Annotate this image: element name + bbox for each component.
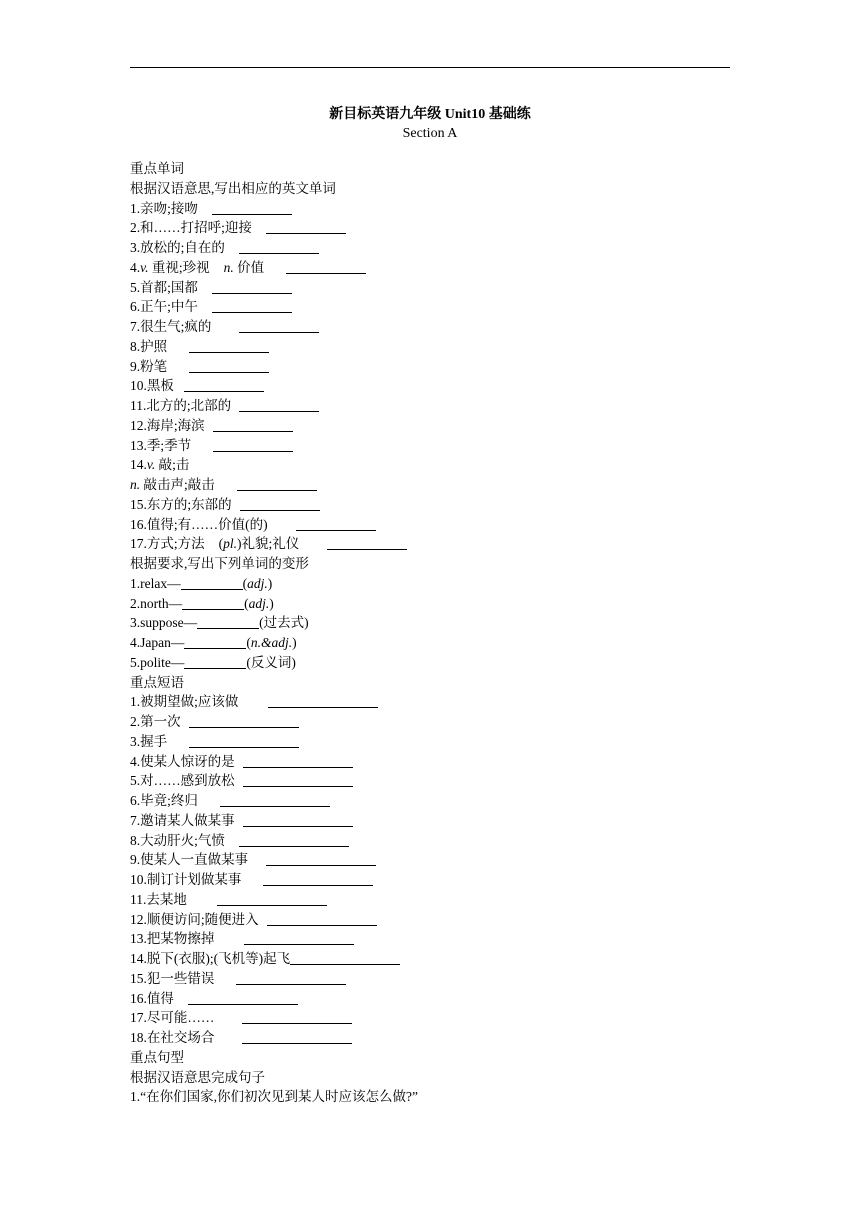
instruction-words: 根据汉语意思,写出相应的英文单词 <box>130 180 336 196</box>
word-item: 8.护照 <box>130 337 730 357</box>
form-item: 1.relax— (adj.) <box>130 575 273 591</box>
phrase-item: 13.把某物擦掉 <box>130 929 730 949</box>
word-item: 10.黑板 <box>130 376 730 396</box>
answer-blank[interactable] <box>188 990 298 1005</box>
phrase-item: 15.犯一些错误 <box>130 969 730 989</box>
answer-blank[interactable] <box>244 930 354 945</box>
word-item: 1.亲吻;接吻 <box>130 199 730 219</box>
form-item: 5.polite— (反义词) <box>130 654 296 670</box>
phrase-item: 9.使某人一直做某事 <box>130 850 730 870</box>
answer-blank[interactable] <box>286 259 366 274</box>
sentence-item: 1.“在你们国家,你们初次见到某人时应该怎么做?” <box>130 1089 418 1105</box>
answer-blank[interactable] <box>237 476 317 491</box>
answer-blank[interactable] <box>184 654 246 669</box>
phrase-item: 18.在社交场合 <box>130 1028 730 1048</box>
word-item: 3.放松的;自在的 <box>130 238 730 258</box>
phrase-item: 8.大动肝火;气愤 <box>130 831 730 851</box>
form-item: 4.Japan— (n.&adj.) <box>130 635 297 650</box>
word-item: 2.和……打招呼;迎接 <box>130 218 730 238</box>
answer-blank[interactable] <box>243 772 353 787</box>
word-item: 9.粉笔 <box>130 357 730 377</box>
answer-blank[interactable] <box>189 713 299 728</box>
word-item: 12.海岸;海滨 <box>130 416 730 436</box>
section-heading-words: 重点单词 <box>130 161 184 176</box>
phrase-item: 3.握手 <box>130 732 730 752</box>
answer-blank[interactable] <box>242 1009 352 1024</box>
instruction-sentences: 根据汉语意思完成句子 <box>130 1069 265 1085</box>
word-item: 13.季;季节 <box>130 436 730 456</box>
answer-blank[interactable] <box>189 733 299 748</box>
word-item: 4.v. 重视;珍视 n. 价值 <box>130 258 730 278</box>
header-rule <box>130 67 730 68</box>
form-item: 2.north— (adj.) <box>130 595 274 611</box>
form-item: 3.suppose— (过去式) <box>130 615 309 631</box>
answer-blank[interactable] <box>212 298 292 313</box>
answer-blank[interactable] <box>263 871 373 886</box>
answer-blank[interactable] <box>290 950 400 965</box>
phrase-item: 1.被期望做;应该做 <box>130 692 730 712</box>
worksheet-body <box>130 159 730 1107</box>
answer-blank[interactable] <box>213 417 293 432</box>
answer-blank[interactable] <box>184 634 246 649</box>
answer-blank[interactable] <box>266 219 346 234</box>
word-item: 17.方式;方法 (pl.)礼貌;礼仪 <box>130 534 730 554</box>
phrase-item: 14.脱下(衣服);(飞机等)起飞 <box>130 949 730 969</box>
phrase-item: 7.邀请某人做某事 <box>130 811 730 831</box>
answer-blank[interactable] <box>327 535 407 550</box>
phrase-item: 4.使某人惊讶的是 <box>130 752 730 772</box>
answer-blank[interactable] <box>267 911 377 926</box>
word-item: 11.北方的;北部的 <box>130 396 730 416</box>
phrase-item: 16.值得 <box>130 989 730 1009</box>
answer-blank[interactable] <box>189 338 269 353</box>
answer-blank[interactable] <box>236 970 346 985</box>
phrase-item: 11.去某地 <box>130 890 730 910</box>
phrase-item: 12.顺便访问;随便进入 <box>130 910 730 930</box>
page-title: 新目标英语九年级 Unit10 基础练 <box>329 107 531 122</box>
answer-blank[interactable] <box>239 318 319 333</box>
answer-blank[interactable] <box>212 279 292 294</box>
phrase-item: 10.制订计划做某事 <box>130 870 730 890</box>
answer-blank[interactable] <box>266 851 376 866</box>
answer-blank[interactable] <box>242 1029 352 1044</box>
word-item: 6.正午;中午 <box>130 297 730 317</box>
answer-blank[interactable] <box>243 812 353 827</box>
answer-blank[interactable] <box>220 792 330 807</box>
word-item: 14.v. 敲;击 <box>130 457 190 473</box>
phrase-item: 5.对……感到放松 <box>130 771 730 791</box>
answer-blank[interactable] <box>184 377 264 392</box>
section-subtitle: Section A <box>402 126 458 141</box>
section-heading-phrases: 重点短语 <box>130 674 184 690</box>
answer-blank[interactable] <box>240 496 320 511</box>
instruction-forms: 根据要求,写出下列单词的变形 <box>130 556 309 571</box>
word-item: 7.很生气;疯的 <box>130 317 730 337</box>
answer-blank[interactable] <box>296 516 376 531</box>
answer-blank[interactable] <box>189 358 269 373</box>
phrase-item: 6.毕竟;终归 <box>130 791 730 811</box>
answer-blank[interactable] <box>239 239 319 254</box>
word-item: 5.首都;国都 <box>130 278 730 298</box>
answer-blank[interactable] <box>182 595 244 610</box>
word-item: 15.东方的;东部的 <box>130 495 730 515</box>
answer-blank[interactable] <box>213 437 293 452</box>
answer-blank[interactable] <box>212 200 292 215</box>
phrase-item: 17.尽可能…… <box>130 1008 730 1028</box>
answer-blank[interactable] <box>243 753 353 768</box>
answer-blank[interactable] <box>217 891 327 906</box>
word-item: n. 敲击声;敲击 <box>130 475 730 495</box>
answer-blank[interactable] <box>181 575 243 590</box>
answer-blank[interactable] <box>239 832 349 847</box>
answer-blank[interactable] <box>239 397 319 412</box>
answer-blank[interactable] <box>268 693 378 708</box>
answer-blank[interactable] <box>197 614 259 629</box>
word-item: 16.值得;有……价值(的) <box>130 515 730 535</box>
section-heading-sentences: 重点句型 <box>130 1049 184 1065</box>
phrase-item: 2.第一次 <box>130 712 730 732</box>
